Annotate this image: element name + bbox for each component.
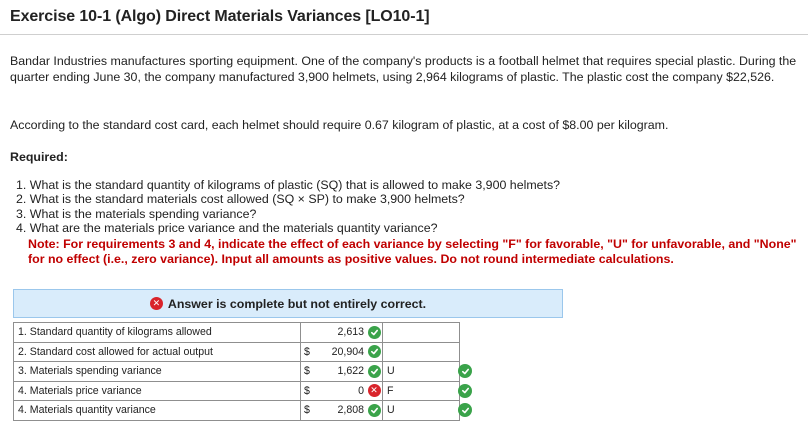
- required-heading: Required:: [10, 150, 68, 164]
- effect-select[interactable]: [383, 323, 460, 343]
- instructions-note: Note: For requirements 3 and 4, indicate the effect of each variance by selecting "F" for favorable, "U" for unfavorable, and "None" for no effect (i.e., zero variance). Input all amounts as positive values. Do not round intermediate calculations.: [28, 237, 797, 266]
- table-row: [14, 342, 460, 362]
- amount-cell[interactable]: [301, 381, 383, 401]
- correct-check-icon: [368, 326, 381, 339]
- effect-correct-check-icon: [458, 384, 472, 398]
- amount-cell[interactable]: [301, 342, 383, 362]
- problem-paragraph: Bandar Industries manufactures sporting equipment. One of the company's products is a football helmet that requires special plastic. During the quarter ending June 30, the company manufactured 3,900 helmets, using 2,964 kilograms of plastic. The plastic cost the company $22,526.: [10, 54, 797, 84]
- currency-symbol: $: [304, 345, 310, 358]
- effect-correct-check-icon: [458, 364, 472, 378]
- row-label: 3. Materials spending variance: [14, 362, 301, 382]
- effect-select[interactable]: [383, 342, 460, 362]
- amount-input[interactable]: 2,613: [337, 326, 364, 339]
- page-title: Exercise 10-1 (Algo) Direct Materials Variances [LO10-1]: [10, 8, 430, 25]
- answer-table: [13, 322, 460, 421]
- amount-cell[interactable]: [301, 401, 383, 421]
- table-row: [14, 362, 460, 382]
- answer-status-banner: [13, 289, 563, 318]
- table-row: [14, 401, 460, 421]
- question-list: [16, 178, 796, 236]
- row-label: 2. Standard cost allowed for actual output: [14, 342, 301, 362]
- table-row: [14, 381, 460, 401]
- effect-select[interactable]: U: [383, 401, 460, 421]
- amount-input[interactable]: 2,808: [337, 404, 364, 417]
- title-divider: [0, 34, 808, 35]
- currency-symbol: $: [304, 365, 310, 378]
- standard-cost-paragraph: According to the standard cost card, each helmet should require 0.67 kilogram of plastic, at a cost of $8.00 per kilogram.: [10, 118, 669, 132]
- row-label: 1. Standard quantity of kilograms allowed: [14, 323, 301, 343]
- table-row: [14, 323, 460, 343]
- amount-input[interactable]: 0: [358, 384, 364, 397]
- question-4: 4. What are the materials price variance and the materials quantity variance?: [16, 221, 438, 236]
- question-1: 1. What is the standard quantity of kilograms of plastic (SQ) that is allowed to make 3,900 helmets?: [16, 178, 561, 192]
- question-3: 3. What is the materials spending variance?: [16, 206, 257, 221]
- currency-symbol: $: [304, 384, 310, 397]
- correct-check-icon: [368, 345, 381, 358]
- question-2: 2. What is the standard materials cost allowed (SQ × SP) to make 3,900 helmets?: [16, 192, 465, 207]
- effect-correct-check-icon: [458, 403, 472, 417]
- row-label: 4. Materials quantity variance: [14, 401, 301, 421]
- error-icon: ✕: [150, 297, 163, 310]
- row-label: 4. Materials price variance: [14, 381, 301, 401]
- amount-input[interactable]: 1,622: [337, 365, 364, 378]
- correct-check-icon: [368, 404, 381, 417]
- effect-select[interactable]: F: [383, 381, 460, 401]
- amount-input[interactable]: 20,904: [331, 345, 364, 358]
- amount-cell[interactable]: [301, 323, 383, 343]
- currency-symbol: $: [304, 404, 310, 417]
- incorrect-icon: ✕: [368, 384, 381, 397]
- correct-check-icon: [368, 365, 381, 378]
- amount-cell[interactable]: [301, 362, 383, 382]
- banner-text: Answer is complete but not entirely correct.: [167, 296, 427, 311]
- effect-select[interactable]: U: [383, 362, 460, 382]
